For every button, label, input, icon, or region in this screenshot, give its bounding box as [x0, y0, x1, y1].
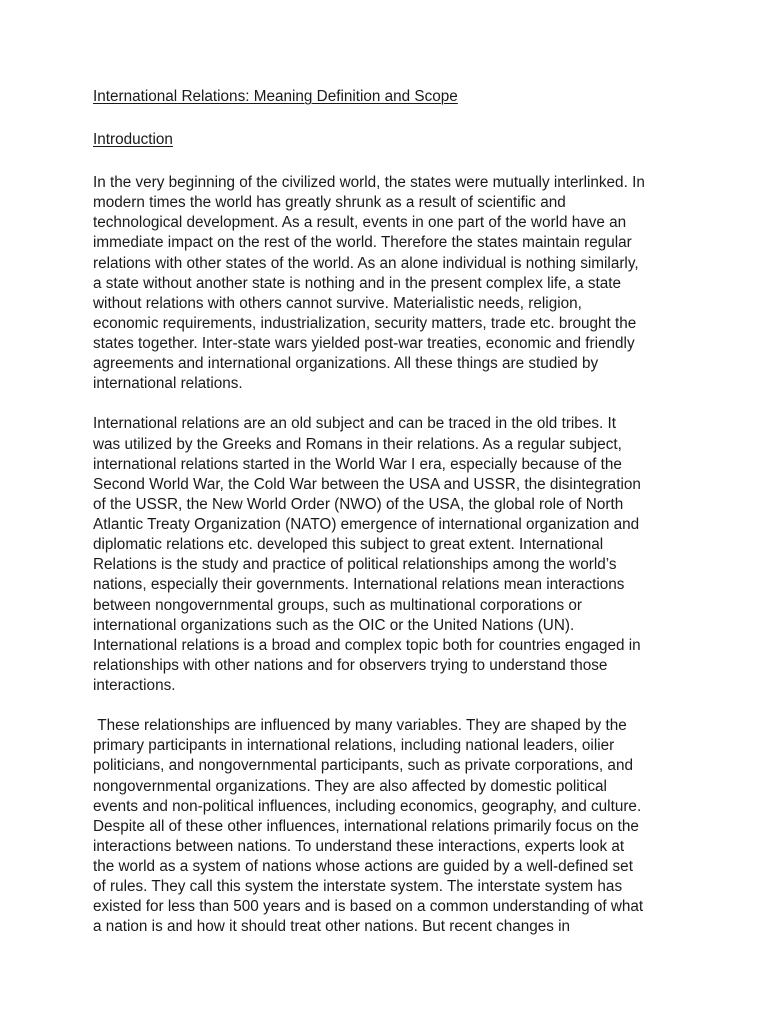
paragraph: In the very beginning of the civilized world, the states were mutually interlinked. In modern times the world has greatly shrunk as a result of scientific and technological development. As a result, events in one part of the world have an immediate impact on the rest of the world. Therefore the states maintain regular relations with other states of the world. As an alone individual is nothing similarly, a state without another state is nothing and in the present complex life, a state without relations with others cannot survive. Materialistic needs, religion, economic requirements, industrialization, security matters, trade etc. brought the states together. Inter-state wars yielded post-war treaties, economic and friendly agreements and international organizations. All these things are studied by international relations.: [93, 174, 645, 393]
document-title: International Relations: Meaning Definition and Scope: [93, 88, 458, 105]
document-body: [93, 86, 683, 938]
section-heading: Introduction: [93, 131, 173, 148]
paragraph: These relationships are influenced by many variables. They are shaped by the primary participants in international relations, including national leaders, oilier politicians, and nongovernmental participants, such as private corporations, and nongovernmental organizations. They are also affected by domestic political events and non-political influences, including economics, geography, and culture. Despite all of these other influences, international relations primarily focus on the interactions between nations. To understand these interactions, experts look at the world as a system of nations whose actions are guided by a well-defined set of rules. They call this system the interstate system. The interstate system has existed for less than 500 years and is based on a common understanding of what a nation is and how it should treat other nations. But recent changes in: [93, 717, 644, 936]
paragraph: International relations are an old subject and can be traced in the old tribes. It was utilized by the Greeks and Romans in their relations. As a regular subject, international relations started in the World War I era, especially because of the Second World War, the Cold War between the USA and USSR, the disintegration of the USSR, the New World Order (NWO) of the USA, the global role of North Atlantic Treaty Organization (NATO) emergence of international organization and diplomatic relations etc. developed this subject to great extent. International Relations is the study and practice of political relationships among the world’s nations, especially their governments. International relations mean interactions between nongovernmental groups, such as multinational corporations or international organizations such as the OIC or the United Nations (UN). International relations is a broad and complex topic both for countries engaged in relationships with other nations and for observers trying to understand those interactions.: [93, 415, 641, 694]
